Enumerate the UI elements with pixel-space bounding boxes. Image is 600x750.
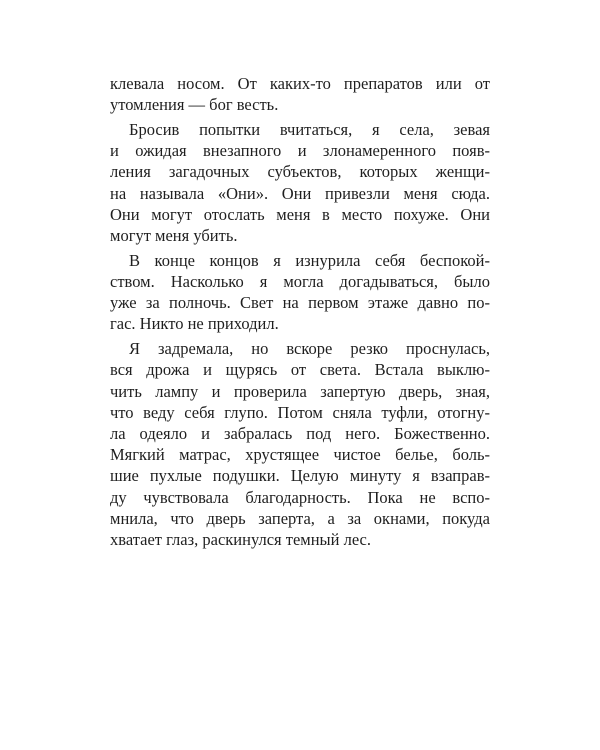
paragraph-1 — [110, 73, 490, 115]
text-line: чить лампу и проверила запертую дверь, зная, — [110, 381, 490, 401]
text-line: мнила, что дверь заперта, а за окнами, покуда — [110, 508, 490, 528]
text-line: ством. Насколько я могла догадываться, было — [110, 272, 490, 292]
paragraph-4 — [110, 338, 490, 550]
text-line: ла одеяло и забралась под него. Божественно. — [110, 424, 490, 444]
text-line: хватает глаз, раскинулся темный лес. — [110, 530, 372, 550]
text-line: Бросив попытки вчитаться, я села, зевая — [129, 120, 490, 139]
body-text — [110, 73, 490, 554]
paragraph-3 — [110, 250, 490, 335]
text-line: клевала носом. От каких-то препаратов или от — [110, 74, 490, 93]
text-line: утомления — бог весть. — [110, 95, 279, 115]
text-line: на называла «Они». Они привезли меня сюда. — [110, 183, 490, 203]
text-line: шие пухлые подушки. Целую минуту я взаправ- — [110, 466, 490, 486]
text-line: и ожидая внезапного и злонамеренного появ- — [110, 141, 490, 161]
text-line: вся дрожа и щурясь от света. Встала выклю- — [110, 360, 490, 380]
text-line: уже за полночь. Свет на первом этаже давно по- — [110, 293, 490, 313]
text-line: Я задремала, но вскоре резко проснулась, — [129, 339, 490, 359]
text-line: ления загадочных субъектов, которых женщи- — [110, 162, 490, 182]
text-line: Мягкий матрас, хрустящее чистое белье, боль- — [110, 445, 490, 465]
text-line: гас. Никто не приходил. — [110, 314, 279, 334]
text-line: ду чувствовала благодарность. Пока не вспо- — [110, 487, 490, 507]
text-line: могут меня убить. — [110, 226, 238, 246]
text-line: что веду себя глупо. Потом сняла туфли, отогну- — [110, 402, 490, 422]
text-line: В конце концов я изнурила себя беспокой- — [129, 250, 490, 270]
text-line: Они могут отослать меня в место похуже. Они — [110, 204, 490, 224]
paragraph-2 — [110, 119, 490, 246]
